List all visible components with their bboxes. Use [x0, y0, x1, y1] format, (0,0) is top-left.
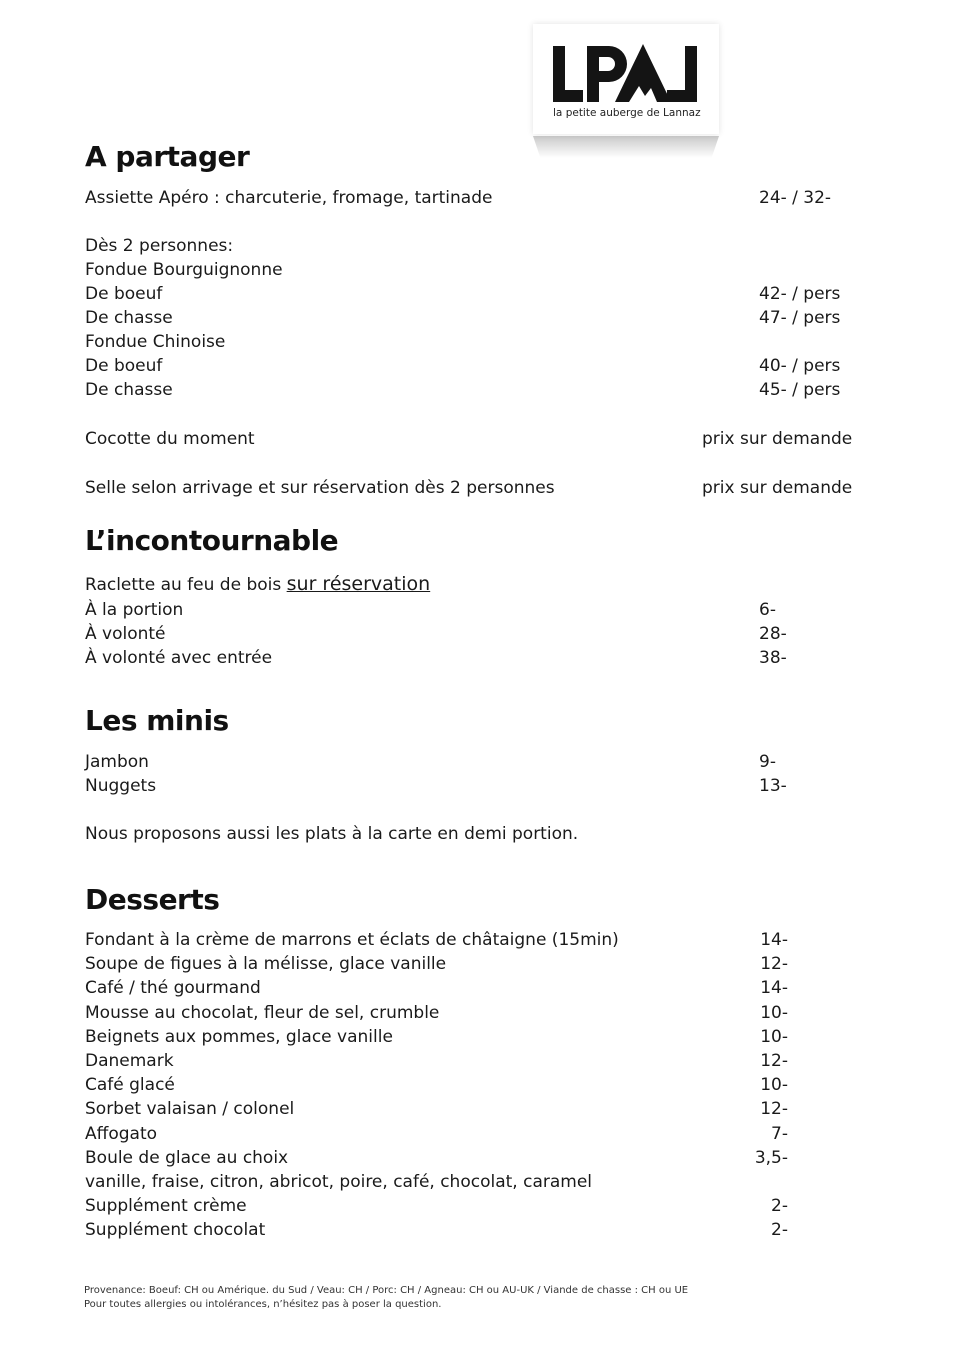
menu-item-price: 40- / pers — [759, 356, 841, 376]
menu-item-label: De boeuf — [85, 284, 163, 304]
menu-item-label: Cocotte du moment — [85, 429, 255, 449]
menu-item-price: 2- — [771, 1220, 788, 1240]
menu-item-label: Sorbet valaisan / colonel — [85, 1099, 295, 1119]
menu-item-price: 7- — [771, 1124, 788, 1144]
menu-item-price: prix sur demande — [702, 429, 853, 449]
menu-item-label: Café glacé — [85, 1075, 175, 1095]
menu-item-label: À volonté — [85, 624, 166, 644]
menu-subheading — [85, 573, 430, 595]
menu-item-label: Café / thé gourmand — [85, 978, 261, 998]
menu-item-price: 12- — [760, 954, 788, 974]
menu-item-label: Fondant à la crème de marrons et éclats de châtaigne (15min) — [85, 930, 619, 950]
logo-mark-lpal — [553, 44, 699, 104]
section-title-partager: A partager — [85, 140, 250, 173]
menu-item-price: 3,5- — [754, 1148, 788, 1168]
menu-item-label: Supplément crème — [85, 1196, 247, 1216]
menu-item-price: 10- — [760, 1003, 788, 1023]
menu-item-price: 24- / 32- — [759, 188, 832, 208]
menu-item-price: 2- — [771, 1196, 788, 1216]
menu-item-label: Nuggets — [85, 776, 157, 796]
menu-item-label: Soupe de figues à la mélisse, glace vanille — [85, 954, 447, 974]
menu-item-label: Beignets aux pommes, glace vanille — [85, 1027, 393, 1047]
menu-item-price: 10- — [760, 1027, 788, 1047]
menu-item-label: De chasse — [85, 308, 173, 328]
menu-item-price: 14- — [760, 930, 788, 950]
menu-item-price: 12- — [760, 1099, 788, 1119]
menu-item-price: 6- — [759, 600, 776, 620]
raclette-label: Raclette au feu de bois — [85, 575, 287, 595]
menu-item-label: À volonté avec entrée — [85, 648, 273, 668]
menu-item-label: vanille, fraise, citron, abricot, poire, café, chocolat, caramel — [85, 1172, 593, 1192]
logo-tagline: la petite auberge de Lannaz — [553, 107, 701, 119]
menu-item-label: Jambon — [85, 752, 149, 772]
minis-note: Nous proposons aussi les plats à la carte en demi portion. — [85, 824, 579, 844]
menu-item-label: Affogato — [85, 1124, 158, 1144]
menu-item-label: Danemark — [85, 1051, 174, 1071]
section-title-incontournable: L’incontournable — [85, 524, 339, 557]
menu-item-price: 13- — [759, 776, 787, 796]
menu-item-label: De boeuf — [85, 356, 163, 376]
menu-subheading: Dès 2 personnes: — [85, 236, 234, 256]
menu-item-price: prix sur demande — [702, 478, 853, 498]
menu-item-price: 47- / pers — [759, 308, 841, 328]
menu-item-label: Assiette Apéro : charcuterie, fromage, tartinade — [85, 188, 493, 208]
menu-subheading: Fondue Bourguignonne — [85, 260, 283, 280]
menu-item-label: Boule de glace au choix — [85, 1148, 289, 1168]
menu-item-label: Mousse au chocolat, fleur de sel, crumble — [85, 1003, 440, 1023]
menu-item-label: À la portion — [85, 600, 184, 620]
menu-item-label: Selle selon arrivage et sur réservation dès 2 personnes — [85, 478, 555, 498]
section-title-minis: Les minis — [85, 704, 229, 737]
reservation-note: sur réservation — [286, 573, 431, 595]
logo-shadow — [533, 136, 719, 158]
menu-item-price: 45- / pers — [759, 380, 841, 400]
menu-item-price: 10- — [760, 1075, 788, 1095]
allergies-note: Pour toutes allergies ou intolérances, n’hésitez pas à poser la question. — [84, 1299, 442, 1310]
menu-item-price: 14- — [760, 978, 788, 998]
menu-item-price: 9- — [759, 752, 776, 772]
provenance-note: Provenance: Boeuf: CH ou Amérique. du Sud / Veau: CH / Porc: CH / Agneau: CH ou AU-UK / Viande de chasse : CH ou UE — [84, 1285, 689, 1296]
section-title-desserts: Desserts — [85, 883, 220, 916]
menu-item-label: De chasse — [85, 380, 173, 400]
menu-item-price: 42- / pers — [759, 284, 841, 304]
menu-item-label: Supplément chocolat — [85, 1220, 266, 1240]
menu-item-price: 38- — [759, 648, 787, 668]
menu-item-price: 28- — [759, 624, 787, 644]
menu-item-price: 12- — [760, 1051, 788, 1071]
menu-subheading: Fondue Chinoise — [85, 332, 226, 352]
